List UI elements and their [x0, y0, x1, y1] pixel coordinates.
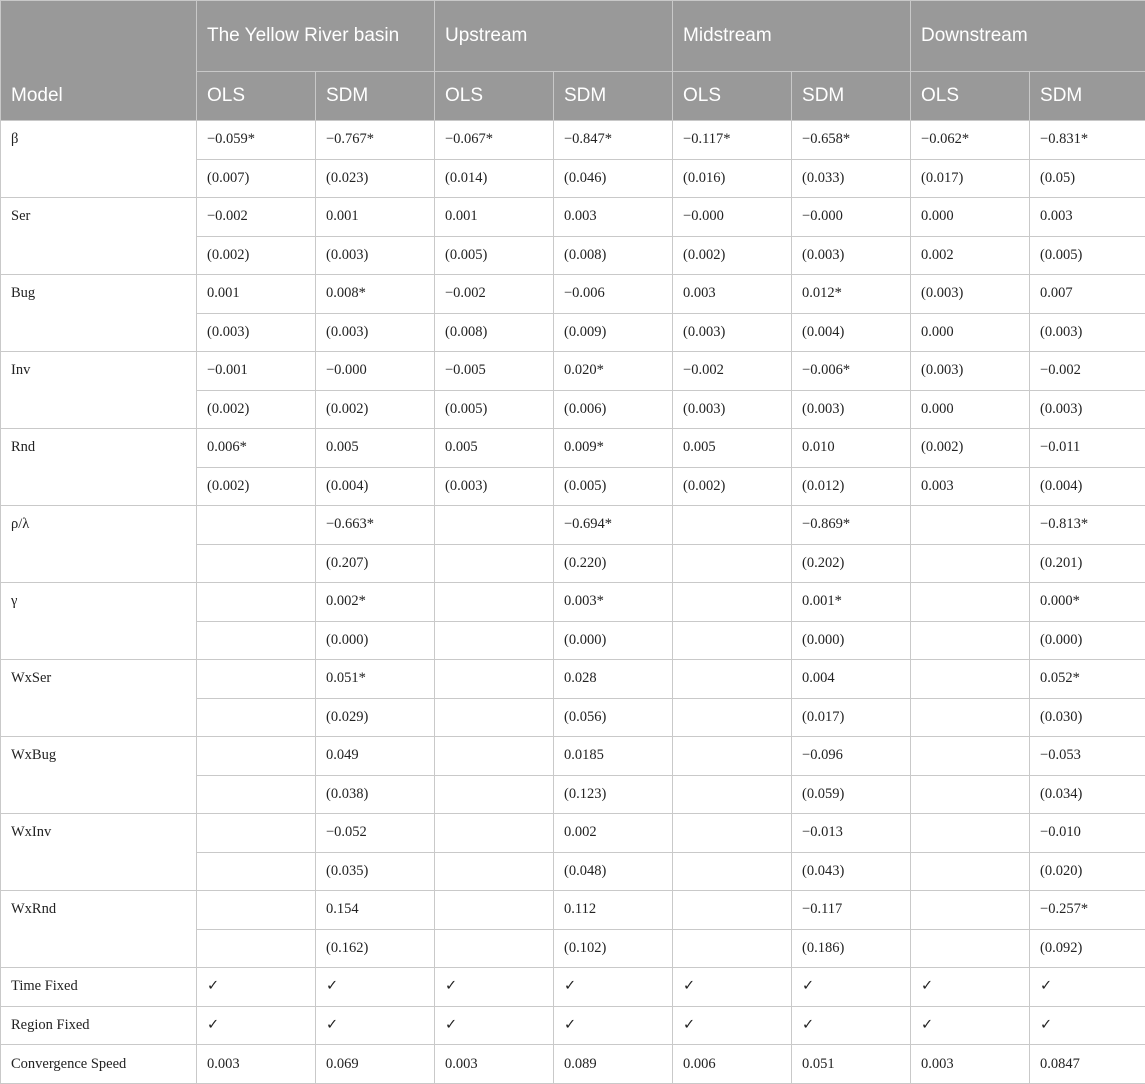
summary-cell: ✓ — [792, 968, 911, 1007]
se-cell: 0.000 — [911, 313, 1030, 352]
se-cell: (0.003) — [1030, 313, 1145, 352]
coef-cell: −0.002 — [197, 198, 316, 237]
coef-row — [1, 660, 1145, 699]
coef-cell — [197, 737, 316, 776]
coef-row — [1, 506, 1145, 545]
se-cell: (0.034) — [1030, 775, 1145, 814]
se-cell: (0.012) — [792, 467, 911, 506]
group-header-midstream: Midstream — [673, 1, 911, 72]
coef-row — [1, 583, 1145, 622]
group-header-downstream: Downstream — [911, 1, 1145, 72]
coef-cell: −0.000 — [673, 198, 792, 237]
se-cell: (0.004) — [792, 313, 911, 352]
se-cell — [673, 621, 792, 660]
se-cell: (0.202) — [792, 544, 911, 583]
coef-cell: 0.0185 — [554, 737, 673, 776]
se-cell: (0.033) — [792, 159, 911, 198]
coef-row — [1, 737, 1145, 776]
se-cell — [197, 852, 316, 891]
group-header-basin: The Yellow River basin — [197, 1, 435, 72]
se-cell: (0.005) — [435, 236, 554, 275]
coef-cell: 0.003 — [554, 198, 673, 237]
coef-cell: 0.001 — [435, 198, 554, 237]
summary-cell: 0.003 — [435, 1045, 554, 1084]
coef-row — [1, 352, 1145, 391]
se-cell: (0.017) — [911, 159, 1030, 198]
se-cell: (0.162) — [316, 929, 435, 968]
coef-cell: −0.067* — [435, 121, 554, 160]
coef-cell — [911, 891, 1030, 930]
se-cell — [911, 775, 1030, 814]
se-cell: (0.003) — [316, 236, 435, 275]
se-cell: (0.006) — [554, 390, 673, 429]
coef-cell: −0.117* — [673, 121, 792, 160]
coef-cell: 0.010 — [792, 429, 911, 468]
coef-cell: −0.002 — [1030, 352, 1145, 391]
coef-cell — [435, 814, 554, 853]
coef-cell — [435, 891, 554, 930]
coef-cell: −0.052 — [316, 814, 435, 853]
summary-cell: ✓ — [554, 1006, 673, 1045]
summary-cell: 0.069 — [316, 1045, 435, 1084]
se-cell — [197, 775, 316, 814]
se-cell: (0.002) — [197, 236, 316, 275]
coef-cell: −0.117 — [792, 891, 911, 930]
se-cell — [673, 698, 792, 737]
coef-cell — [435, 506, 554, 545]
summary-cell: 0.051 — [792, 1045, 911, 1084]
coef-cell: 0.052* — [1030, 660, 1145, 699]
summary-label: Region Fixed — [1, 1006, 197, 1045]
summary-cell: ✓ — [316, 1006, 435, 1045]
subcol-header: SDM — [316, 72, 435, 121]
summary-cell: 0.0847 — [1030, 1045, 1145, 1084]
coef-cell: 0.000 — [911, 198, 1030, 237]
coef-cell: −0.006 — [554, 275, 673, 314]
coef-cell — [911, 506, 1030, 545]
se-cell: (0.023) — [316, 159, 435, 198]
se-cell: (0.003) — [792, 236, 911, 275]
coef-cell: −0.013 — [792, 814, 911, 853]
coef-cell: 0.028 — [554, 660, 673, 699]
se-cell: (0.186) — [792, 929, 911, 968]
coef-cell: −0.831* — [1030, 121, 1145, 160]
summary-label: Time Fixed — [1, 968, 197, 1007]
se-cell — [911, 929, 1030, 968]
summary-cell: ✓ — [316, 968, 435, 1007]
se-cell: (0.048) — [554, 852, 673, 891]
coef-cell: −0.005 — [435, 352, 554, 391]
coef-cell: −0.663* — [316, 506, 435, 545]
coef-cell — [911, 737, 1030, 776]
coef-row — [1, 814, 1145, 853]
summary-cell: ✓ — [197, 1006, 316, 1045]
subcol-header: OLS — [673, 72, 792, 121]
subcol-header: OLS — [911, 72, 1030, 121]
se-cell: (0.000) — [554, 621, 673, 660]
summary-cell: ✓ — [554, 968, 673, 1007]
coef-cell — [673, 660, 792, 699]
coef-cell — [673, 737, 792, 776]
summary-cell: ✓ — [792, 1006, 911, 1045]
se-cell — [673, 929, 792, 968]
se-cell: (0.005) — [1030, 236, 1145, 275]
coef-cell — [673, 891, 792, 930]
summary-cell: ✓ — [1030, 968, 1145, 1007]
se-cell: (0.003) — [1030, 390, 1145, 429]
summary-cell: ✓ — [911, 968, 1030, 1007]
coef-cell: (0.002) — [911, 429, 1030, 468]
se-cell: (0.002) — [316, 390, 435, 429]
coef-cell — [911, 660, 1030, 699]
summary-cell: ✓ — [673, 1006, 792, 1045]
coef-cell: −0.002 — [673, 352, 792, 391]
group-header-upstream: Upstream — [435, 1, 673, 72]
variable-name: Rnd — [1, 429, 197, 506]
subcol-header: OLS — [197, 72, 316, 121]
model-header: Model — [1, 1, 197, 121]
se-cell: (0.000) — [316, 621, 435, 660]
header-group-row — [1, 1, 1145, 72]
coef-row — [1, 121, 1145, 160]
coef-cell: 0.049 — [316, 737, 435, 776]
summary-label: Convergence Speed — [1, 1045, 197, 1084]
variable-name: β — [1, 121, 197, 198]
coef-cell: 0.020* — [554, 352, 673, 391]
coef-cell — [673, 506, 792, 545]
se-cell: (0.092) — [1030, 929, 1145, 968]
coef-cell: −0.096 — [792, 737, 911, 776]
se-cell: (0.003) — [435, 467, 554, 506]
se-cell: (0.207) — [316, 544, 435, 583]
summary-cell: 0.089 — [554, 1045, 673, 1084]
coef-cell: 0.005 — [435, 429, 554, 468]
se-cell: (0.000) — [1030, 621, 1145, 660]
se-cell: (0.016) — [673, 159, 792, 198]
coef-cell — [911, 814, 1030, 853]
summary-cell: ✓ — [435, 968, 554, 1007]
coef-cell: 0.112 — [554, 891, 673, 930]
coef-cell: 0.001* — [792, 583, 911, 622]
coef-cell: −0.000 — [316, 352, 435, 391]
variable-name: γ — [1, 583, 197, 660]
coef-cell — [197, 660, 316, 699]
summary-row — [1, 1006, 1145, 1045]
summary-cell: 0.003 — [197, 1045, 316, 1084]
coef-cell: −0.062* — [911, 121, 1030, 160]
coef-cell: 0.001 — [316, 198, 435, 237]
se-cell: (0.009) — [554, 313, 673, 352]
subcol-header: SDM — [1030, 72, 1145, 121]
se-cell: (0.003) — [197, 313, 316, 352]
variable-name: Bug — [1, 275, 197, 352]
se-cell: 0.000 — [911, 390, 1030, 429]
se-cell: (0.123) — [554, 775, 673, 814]
coef-cell: 0.008* — [316, 275, 435, 314]
se-cell: (0.017) — [792, 698, 911, 737]
se-cell — [197, 544, 316, 583]
se-cell — [435, 698, 554, 737]
coef-cell: −0.002 — [435, 275, 554, 314]
se-cell: (0.038) — [316, 775, 435, 814]
se-cell — [911, 621, 1030, 660]
subcol-header: OLS — [435, 72, 554, 121]
variable-name: WxSer — [1, 660, 197, 737]
se-cell: (0.008) — [435, 313, 554, 352]
coef-cell: 0.004 — [792, 660, 911, 699]
subcol-header: SDM — [554, 72, 673, 121]
table-body — [1, 121, 1145, 1084]
se-cell: (0.000) — [792, 621, 911, 660]
se-cell — [911, 544, 1030, 583]
summary-cell: 0.003 — [911, 1045, 1030, 1084]
variable-name: ρ/λ — [1, 506, 197, 583]
summary-cell: ✓ — [673, 968, 792, 1007]
summary-cell: ✓ — [1030, 1006, 1145, 1045]
se-cell: 0.002 — [911, 236, 1030, 275]
coef-cell: 0.012* — [792, 275, 911, 314]
se-cell — [197, 698, 316, 737]
coef-cell: −0.694* — [554, 506, 673, 545]
se-cell — [435, 852, 554, 891]
coef-row — [1, 429, 1145, 468]
variable-name: Ser — [1, 198, 197, 275]
summary-cell: ✓ — [197, 968, 316, 1007]
se-cell — [435, 621, 554, 660]
coef-cell — [197, 891, 316, 930]
subcol-header: SDM — [792, 72, 911, 121]
se-cell: (0.005) — [554, 467, 673, 506]
se-cell: (0.003) — [792, 390, 911, 429]
coef-cell: 0.051* — [316, 660, 435, 699]
se-cell — [911, 852, 1030, 891]
summary-row — [1, 968, 1145, 1007]
coef-row — [1, 891, 1145, 930]
coef-cell — [435, 583, 554, 622]
se-cell: 0.003 — [911, 467, 1030, 506]
coef-cell: 0.007 — [1030, 275, 1145, 314]
coef-cell: −0.813* — [1030, 506, 1145, 545]
se-cell — [435, 929, 554, 968]
coef-cell: −0.010 — [1030, 814, 1145, 853]
coef-cell: −0.059* — [197, 121, 316, 160]
coef-cell — [435, 660, 554, 699]
se-cell: (0.102) — [554, 929, 673, 968]
coef-cell: −0.006* — [792, 352, 911, 391]
se-cell: (0.014) — [435, 159, 554, 198]
coef-cell: 0.000* — [1030, 583, 1145, 622]
coef-cell: 0.005 — [673, 429, 792, 468]
coef-cell — [911, 583, 1030, 622]
se-cell: (0.003) — [673, 313, 792, 352]
se-cell: (0.035) — [316, 852, 435, 891]
se-cell — [435, 775, 554, 814]
se-cell: (0.008) — [554, 236, 673, 275]
se-cell — [673, 544, 792, 583]
coef-row — [1, 275, 1145, 314]
se-cell: (0.003) — [316, 313, 435, 352]
se-cell: (0.002) — [673, 467, 792, 506]
coef-cell — [435, 737, 554, 776]
variable-name: WxInv — [1, 814, 197, 891]
coef-cell: 0.002* — [316, 583, 435, 622]
summary-cell: ✓ — [435, 1006, 554, 1045]
coef-cell: 0.003 — [673, 275, 792, 314]
summary-row — [1, 1045, 1145, 1084]
coef-cell: −0.053 — [1030, 737, 1145, 776]
coef-cell: 0.003* — [554, 583, 673, 622]
se-cell — [673, 775, 792, 814]
coef-cell: −0.869* — [792, 506, 911, 545]
variable-name: WxRnd — [1, 891, 197, 968]
coef-cell: 0.003 — [1030, 198, 1145, 237]
coef-row — [1, 198, 1145, 237]
summary-cell: 0.006 — [673, 1045, 792, 1084]
se-cell: (0.002) — [197, 467, 316, 506]
se-cell: (0.002) — [197, 390, 316, 429]
se-cell: (0.056) — [554, 698, 673, 737]
se-cell: (0.020) — [1030, 852, 1145, 891]
coef-cell: (0.003) — [911, 352, 1030, 391]
se-cell: (0.002) — [673, 236, 792, 275]
coef-cell — [197, 506, 316, 545]
se-cell — [911, 698, 1030, 737]
coef-cell: −0.257* — [1030, 891, 1145, 930]
se-cell: (0.004) — [316, 467, 435, 506]
se-cell: (0.05) — [1030, 159, 1145, 198]
se-cell — [197, 929, 316, 968]
coef-cell: 0.154 — [316, 891, 435, 930]
coef-cell — [673, 583, 792, 622]
coef-cell — [197, 583, 316, 622]
coef-cell: (0.003) — [911, 275, 1030, 314]
se-cell: (0.004) — [1030, 467, 1145, 506]
coef-cell: −0.658* — [792, 121, 911, 160]
coef-cell: 0.005 — [316, 429, 435, 468]
se-cell — [435, 544, 554, 583]
coef-cell: 0.002 — [554, 814, 673, 853]
se-cell: (0.030) — [1030, 698, 1145, 737]
se-cell: (0.005) — [435, 390, 554, 429]
coef-cell — [197, 814, 316, 853]
se-cell: (0.003) — [673, 390, 792, 429]
summary-cell: ✓ — [911, 1006, 1030, 1045]
coef-cell: −0.847* — [554, 121, 673, 160]
se-cell: (0.220) — [554, 544, 673, 583]
coef-cell: 0.009* — [554, 429, 673, 468]
variable-name: Inv — [1, 352, 197, 429]
coef-cell: −0.767* — [316, 121, 435, 160]
se-cell: (0.029) — [316, 698, 435, 737]
se-cell: (0.043) — [792, 852, 911, 891]
coef-cell: −0.001 — [197, 352, 316, 391]
variable-name: WxBug — [1, 737, 197, 814]
coef-cell: 0.001 — [197, 275, 316, 314]
coef-cell: −0.000 — [792, 198, 911, 237]
se-cell — [197, 621, 316, 660]
se-cell: (0.007) — [197, 159, 316, 198]
se-cell: (0.059) — [792, 775, 911, 814]
se-cell — [673, 852, 792, 891]
coef-cell: 0.006* — [197, 429, 316, 468]
coef-cell — [673, 814, 792, 853]
se-cell: (0.201) — [1030, 544, 1145, 583]
se-cell: (0.046) — [554, 159, 673, 198]
coef-cell: −0.011 — [1030, 429, 1145, 468]
